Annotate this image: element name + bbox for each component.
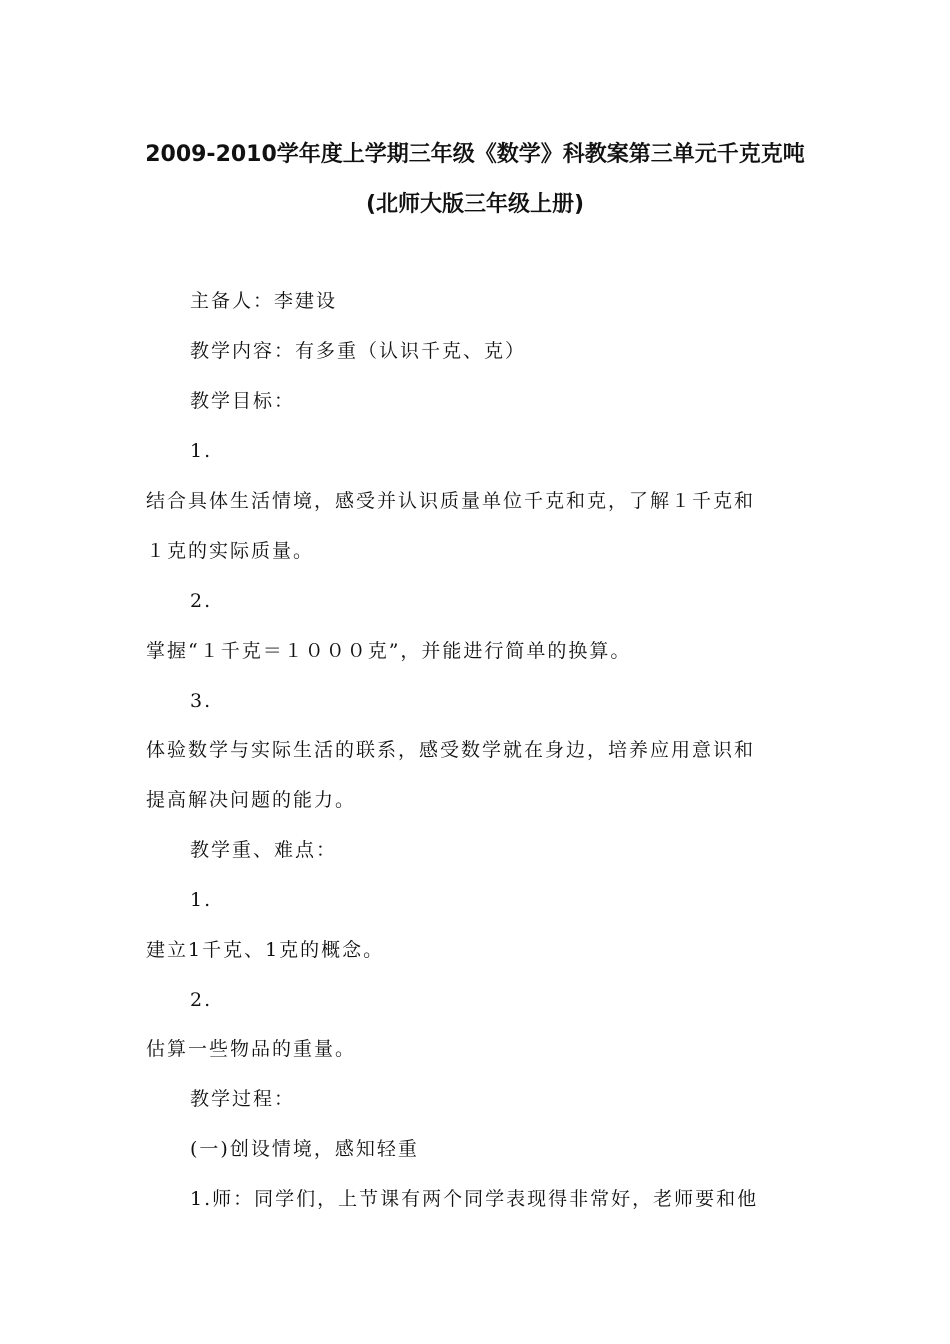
objective-text-1b: １克的实际质量。 [146, 540, 315, 562]
key-point-text-2: 估算一些物品的重量。 [146, 1038, 357, 1060]
process-step-1: 1.师：同学们，上节课有两个同学表现得非常好，老师要和他 [190, 1188, 759, 1210]
key-point-number-1: 1. [190, 889, 213, 911]
objective-number-3: 3. [190, 690, 213, 712]
objective-text-1a: 结合具体生活情境，感受并认识质量单位千克和克，了解１千克和 [146, 490, 756, 512]
objective-text-2: 掌握“１千克＝１０００克”，并能进行简单的换算。 [146, 640, 632, 662]
key-points-heading: 教学重、难点： [190, 839, 338, 861]
document-subtitle: (北师大版三年级上册) [365, 192, 585, 217]
document-title: 2009-2010学年度上学期三年级《数学》科教案第三单元千克克吨 [145, 142, 805, 167]
process-section-1: (一)创设情境，感知轻重 [190, 1138, 419, 1160]
preparer-line: 主备人：李建设 [190, 290, 338, 312]
content-line: 教学内容：有多重（认识千克、克） [190, 340, 527, 362]
objective-text-3b: 提高解决问题的能力。 [146, 789, 357, 811]
objectives-heading: 教学目标： [190, 390, 296, 412]
process-heading: 教学过程： [190, 1088, 296, 1110]
objective-text-3a: 体验数学与实际生活的联系，感受数学就在身边，培养应用意识和 [146, 739, 756, 761]
key-point-number-2: 2. [190, 989, 213, 1011]
objective-number-1: 1. [190, 440, 213, 462]
objective-number-2: 2. [190, 590, 213, 612]
key-point-text-1: 建立1千克、1克的概念。 [146, 939, 385, 961]
